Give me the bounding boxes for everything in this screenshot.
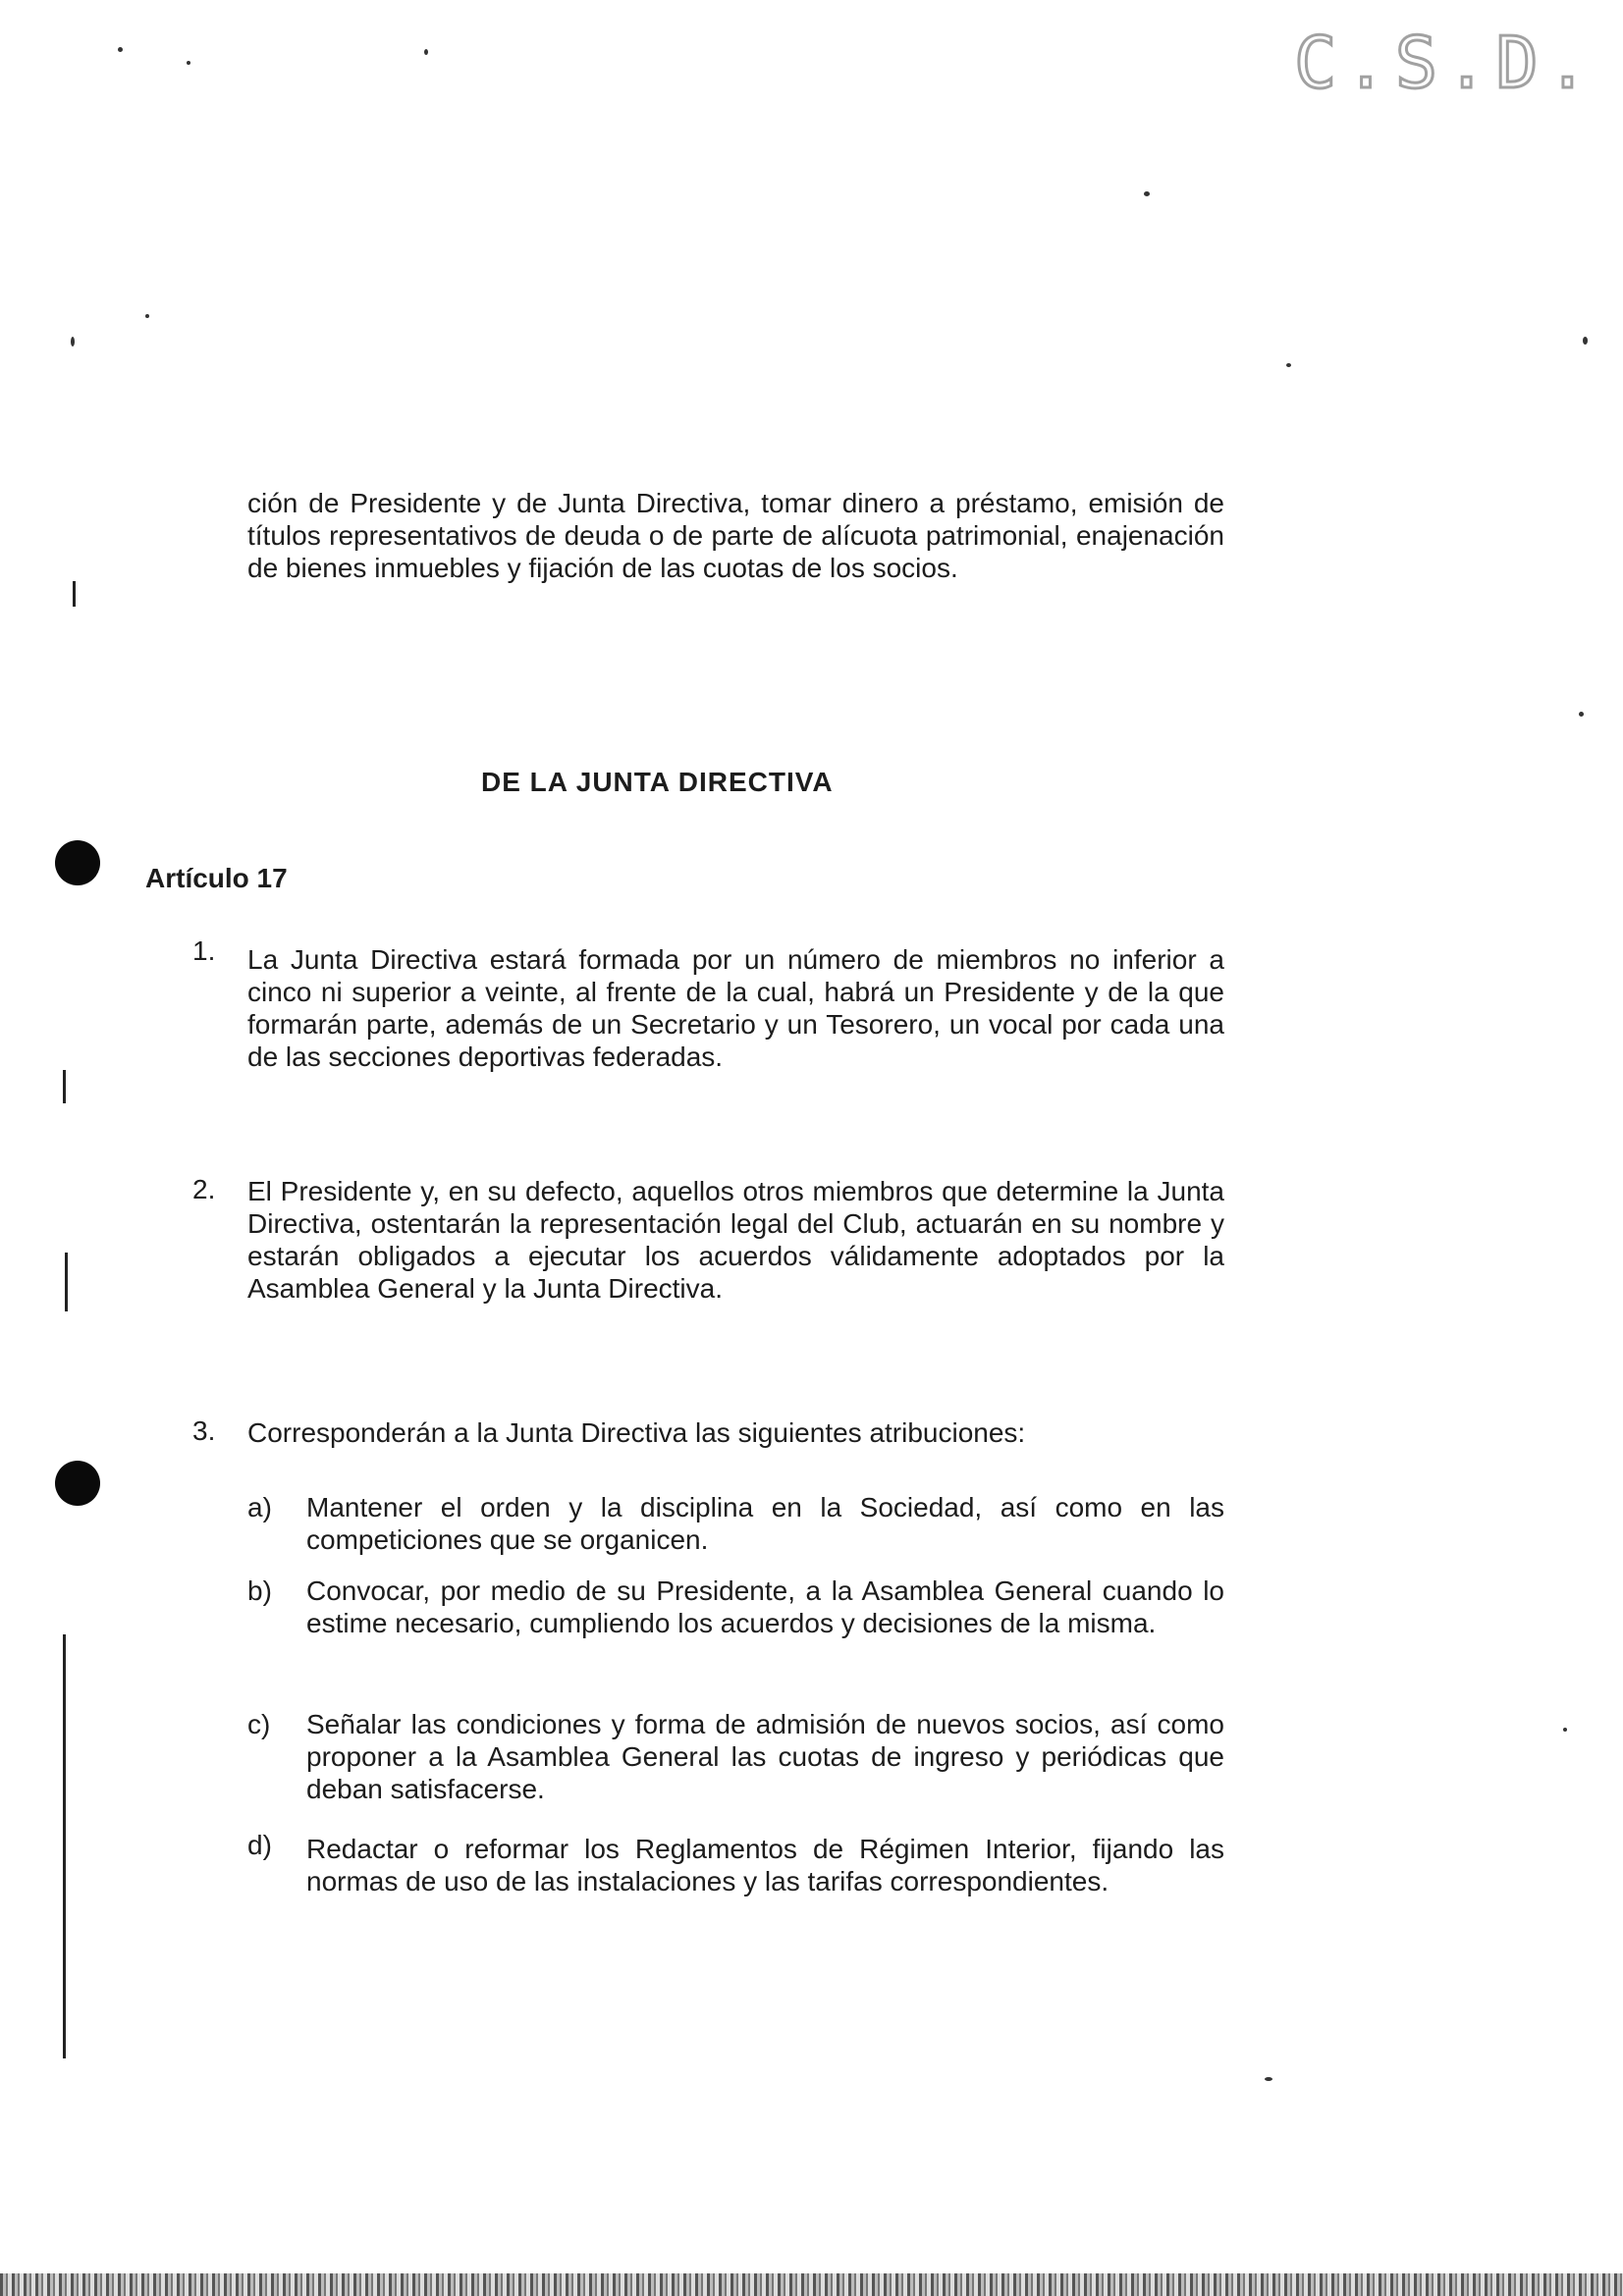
subitem-label: c) xyxy=(247,1709,271,1739)
intro-paragraph: ción de Presidente y de Junta Directiva, tomar dinero a préstamo, emisión de títulos representativos de deuda o de parte de alícuota patrimonial, enajenación de bienes inmuebles y fijación de las cuotas de los socios. xyxy=(247,488,1224,583)
item-number: 1. xyxy=(192,935,216,966)
article-title: Artículo 17 xyxy=(145,863,288,893)
scan-speck xyxy=(1563,1728,1567,1732)
scan-border xyxy=(0,2273,1623,2296)
subitem-text: Convocar, por medio de su Presidente, a la Asamblea General cuando lo estime necesario, cumpliendo los acuerdos y decisiones de la misma. xyxy=(306,1575,1224,1638)
subitem-label: a) xyxy=(247,1492,272,1522)
scan-speck xyxy=(71,337,75,347)
scan-speck xyxy=(1286,363,1291,367)
margin-mark xyxy=(73,581,76,607)
scan-speck xyxy=(1579,712,1584,717)
scan-speck xyxy=(424,49,428,55)
margin-mark xyxy=(63,1070,66,1103)
perforated-stamp: C.S.D. xyxy=(1294,22,1597,104)
subitem-text: Mantener el orden y la disciplina en la Sociedad, así como en las competiciones que se organicen. xyxy=(306,1492,1224,1555)
punch-hole-bottom xyxy=(55,1461,100,1506)
margin-mark xyxy=(63,1634,66,2058)
subitem-text: Señalar las condiciones y forma de admisión de nuevos socios, así como proponer a la Asamblea General las cuotas de ingreso y periódicas que deban satisfacerse. xyxy=(306,1709,1224,1804)
subitem-label: d) xyxy=(247,1830,272,1860)
scan-speck xyxy=(1265,2077,1272,2081)
section-heading: DE LA JUNTA DIRECTIVA xyxy=(481,767,834,797)
item-number: 2. xyxy=(192,1174,216,1204)
subitem-text: Redactar o reformar los Reglamentos de Régimen Interior, fijando las normas de uso de las instalaciones y las tarifas correspondientes. xyxy=(306,1834,1224,1896)
scan-speck xyxy=(145,314,149,318)
item-text: La Junta Directiva estará formada por un número de miembros no inferior a cinco ni superior a veinte, al frente de la cual, habrá un Presidente y de la que formarán parte, además de un Secretario y un Tesorero, un vocal por cada una de las secciones deportivas federadas. xyxy=(247,944,1224,1072)
scan-speck xyxy=(1583,337,1588,345)
scan-speck xyxy=(187,61,190,65)
punch-hole-top xyxy=(55,840,100,885)
margin-mark xyxy=(65,1253,68,1311)
item-number: 3. xyxy=(192,1415,216,1446)
subitem-label: b) xyxy=(247,1575,272,1606)
scan-speck xyxy=(118,47,123,52)
item-text: El Presidente y, en su defecto, aquellos otros miembros que determine la Junta Directiva, ostentarán la representación legal del Club, actuarán en su nombre y estarán obligados a ejecutar los acuerdos válidamente adoptados por la Asamblea General y la Junta Directiva. xyxy=(247,1176,1224,1304)
scan-speck xyxy=(1144,191,1150,196)
item-text: Corresponderán a la Junta Directiva las siguientes atribuciones: xyxy=(247,1417,1026,1448)
